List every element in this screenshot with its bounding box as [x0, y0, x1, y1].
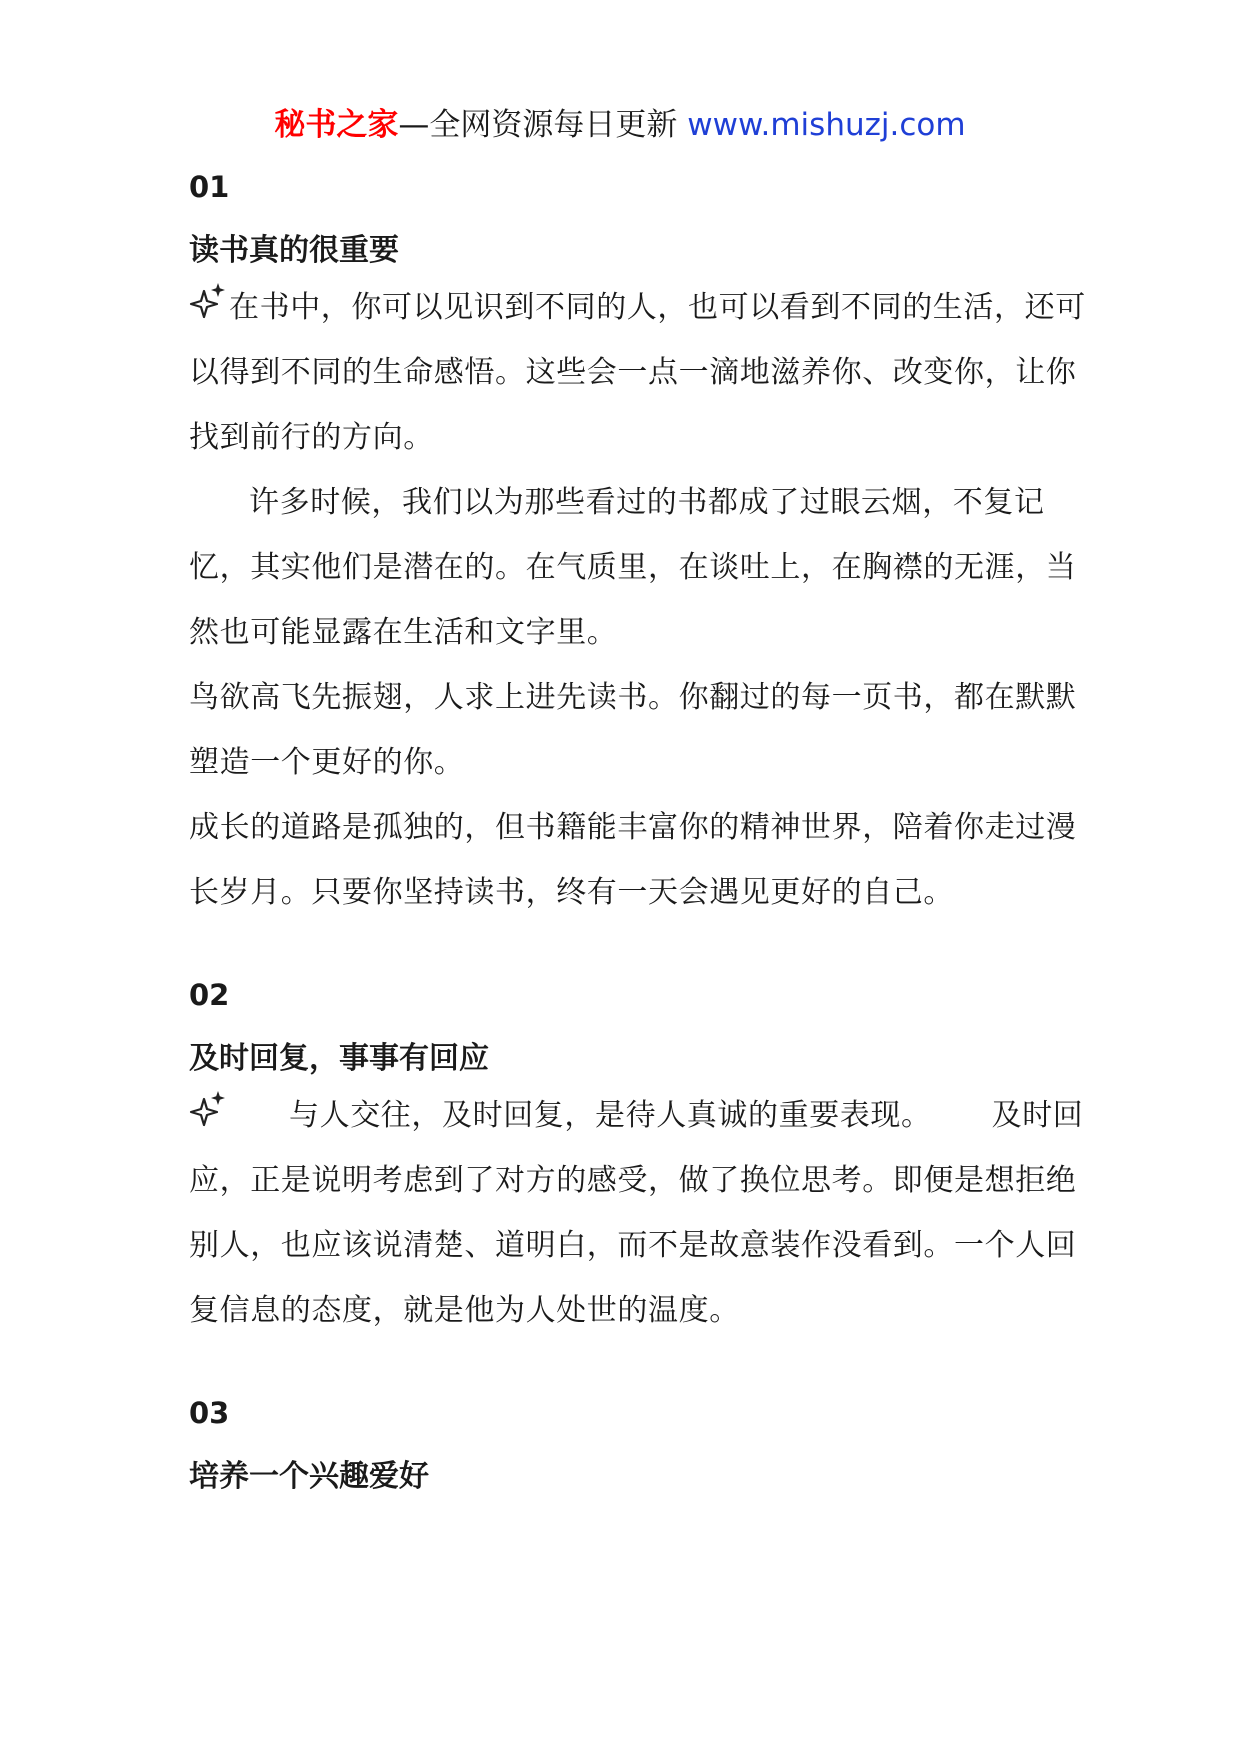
section-number: 03: [189, 1396, 230, 1430]
section-02: [189, 973, 1089, 1343]
article-body: [189, 165, 1089, 1501]
paragraph: 许多时候，我们以为那些看过的书都成了过眼云烟，不复记忆，其实他们是潜在的。在气质里，在谈吐上，在胸襟的无涯，当然也可能显露在生活和文字里。: [189, 485, 1077, 650]
section-title: 及时回复，事事有回应: [189, 1041, 489, 1076]
paragraph: [189, 275, 1089, 470]
section-title: 培养一个兴趣爱好: [189, 1459, 429, 1494]
paragraph-text: 及时回应，正是说明考虑到了对方的感受，做了换位思考。即便是想拒绝别人，也应该说清楚、道明白，而不是故意装作没看到。一个人回复信息的态度，就是他为人处世的温度。: [189, 1098, 1084, 1328]
section-title: 读书真的很重要: [189, 233, 399, 268]
section-01: [189, 165, 1089, 925]
header-tagline: —全网资源每日更新: [398, 107, 688, 143]
sparkle-icon: [189, 1087, 229, 1127]
paragraph: 成长的道路是孤独的，但书籍能丰富你的精神世界，陪着你走过漫长岁月。只要你坚持读书，终有一天会遇见更好的自己。: [189, 810, 1077, 910]
section-number: 01: [189, 170, 230, 204]
page-header: [0, 100, 1240, 150]
paragraph: [189, 1083, 1089, 1343]
site-url[interactable]: www.mishuzj.com: [687, 107, 966, 143]
paragraph: 鸟欲高飞先振翅，人求上进先读书。你翻过的每一页书，都在默默塑造一个更好的你。: [189, 680, 1077, 780]
section-number: 02: [189, 978, 230, 1012]
section-03: [189, 1391, 1089, 1499]
brand-name: 秘书之家: [274, 107, 399, 143]
paragraph-text: 在书中，你可以见识到不同的人，也可以看到不同的生活，还可以得到不同的生命感悟。这些会一点一滴地滋养你、改变你，让你找到前行的方向。: [189, 290, 1086, 455]
sparkle-icon: [189, 279, 229, 319]
paragraph-text: 与人交往，及时回复，是待人真诚的重要表现。: [289, 1098, 932, 1133]
